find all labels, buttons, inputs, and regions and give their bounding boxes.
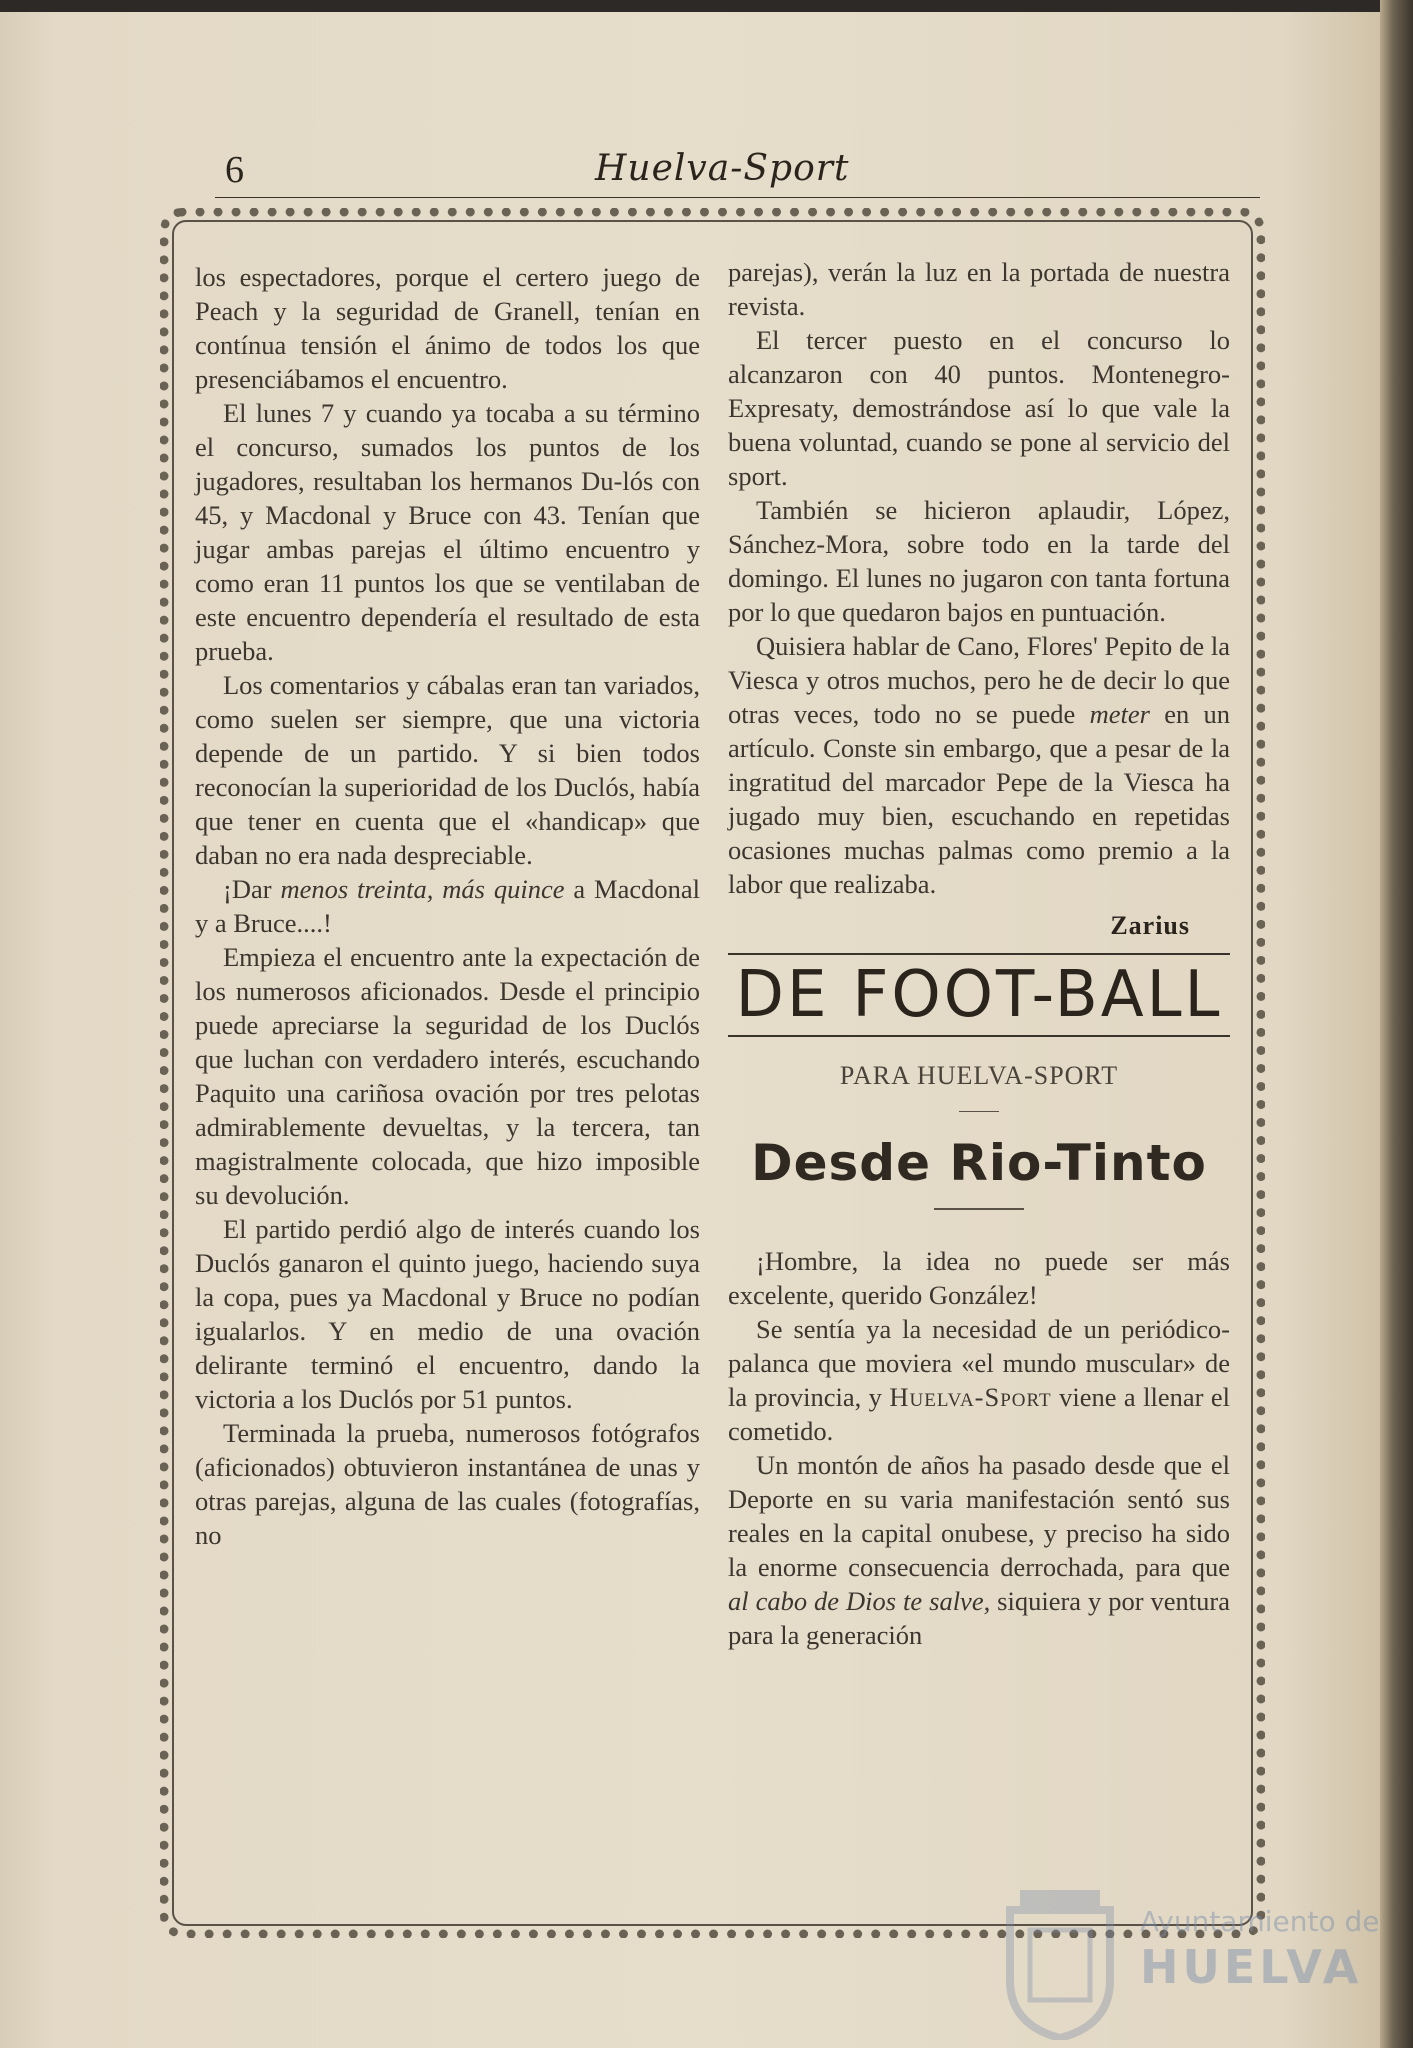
paragraph: los espectadores, porque el certero juego de Peach y la seguridad de Granell, tenían en contínua tensión el ánimo de todos los que presenciábamos el encuentro. xyxy=(195,262,700,394)
paragraph: parejas), verán la luz en la portada de nuestra revista. xyxy=(728,257,1230,321)
ornament-rule xyxy=(934,1208,1024,1210)
right-column xyxy=(728,255,1230,1652)
paragraph: También se hicieron aplaudir, López, Sánchez-Mora, sobre todo en la tarde del domingo. El lunes no jugaron con tanta fortuna por lo que quedaron bajos en puntuación. xyxy=(728,495,1230,627)
paragraph: El tercer puesto en el concurso lo alcanzaron con 40 puntos. Montenegro-Expresaty, demostrándose así lo que vale la buena voluntad, cuando se pone al servicio del sport. xyxy=(728,325,1230,491)
author-signature: Zarius xyxy=(1110,911,1190,940)
paragraph: ¡Hombre, la idea no puede ser más excelente, querido González! xyxy=(728,1245,1230,1310)
page-number: 6 xyxy=(225,149,244,191)
italic-text: al cabo de Dios te salve, xyxy=(728,1585,991,1616)
ornament-rule xyxy=(959,1111,999,1113)
binding-edge xyxy=(1380,0,1413,2048)
coat-of-arms-icon xyxy=(1000,1890,1120,2040)
paragraph xyxy=(728,1448,1230,1652)
paragraph: El lunes 7 y cuando ya tocaba a su término el concurso, sumados los puntos de los jugadores, resultaban los hermanos Du-lós con 45, y Macdonal y Bruce con 43. Tenían que jugar ambas parejas el último encuentro y como eran 11 puntos los que se ventilaban de este encuentro dependería el resultado de esta prueba. xyxy=(195,398,700,666)
running-header xyxy=(215,148,1260,198)
text-run: viene a llenar el cometido. xyxy=(728,1381,1230,1446)
italic-text: menos treinta, más quince xyxy=(280,874,565,904)
watermark-line2: HUELVA xyxy=(1140,1940,1363,1994)
paragraph: El partido perdió algo de interés cuando los Duclós ganaron el quinto juego, haciendo suya la copa, pues ya Macdonal y Bruce no podían igualarlos. Y en medio de una ovación delirante terminó el encuentro, dando la victoria a los Duclós por 51 puntos. xyxy=(195,1214,700,1414)
section-subtitle: PARA HUELVA-SPORT xyxy=(839,1060,1119,1090)
paragraph: Terminada la prueba, numerosos fotógrafos (aficionados) obtuvieron instantánea de unas y otras parejas, alguna de las cuales (fotografías, no xyxy=(195,1418,700,1550)
left-column xyxy=(195,260,700,1552)
section-rule-bottom xyxy=(728,1035,1230,1037)
text-run: a Macdonal y a Bruce....! xyxy=(195,874,700,938)
paragraph xyxy=(728,629,1230,901)
text-run: siquiera y por ventura para la generación xyxy=(728,1585,1230,1650)
paragraph xyxy=(195,872,700,940)
italic-text: meter xyxy=(1089,699,1150,729)
watermark-line1: Ayuntamiento de xyxy=(1140,1905,1380,1938)
paragraph: Los comentarios y cábalas eran tan variados, como suelen ser siempre, que una victoria depende de un partido. Y si bien todos reconocían la superioridad de los Duclós, había que tener en cuenta que el «handicap» que daban no era nada despreciable. xyxy=(195,670,700,870)
publication-name: Huelva-Sport xyxy=(889,1381,1052,1412)
text-run: Un montón de años ha pasado desde que el Deporte en su varia manifestación sentó sus reales en la capital onubese, y preciso ha sido la enorme consecuencia derrochada, para que xyxy=(728,1449,1230,1582)
paragraph xyxy=(728,1312,1230,1448)
text-run: Quisiera hablar de Cano, Flores' Pepito de la Viesca y otros muchos, pero he de decir lo que otras veces, todo no se puede xyxy=(728,631,1230,729)
text-run: Se sentía ya la necesidad de un periódico-palanca que moviera «el mundo muscular» de la provincia, y xyxy=(728,1313,1230,1412)
masthead-title: Huelva-Sport xyxy=(595,148,850,189)
article-headline: Desde Rio-Tinto xyxy=(751,1134,1207,1192)
text-run: ¡Dar xyxy=(223,874,281,904)
paragraph: Empieza el encuentro ante la expectación de los numerosos aficionados. Desde el principio puede apreciarse la seguridad de los Duclós que luchan con verdadero interés, escuchando Paquito una cariñosa ovación por tres pelotas admirablemente devueltas, y la tercera, tan magistralmente colocada, que hizo imposible su devolución. xyxy=(195,942,700,1210)
section-title: DE FOOT-BALL xyxy=(735,958,1223,1032)
text-run: en un artículo. Conste sin embargo, que a pesar de la ingratitud del marcador Pepe de la Viesca ha jugado muy bien, escuchando en repetidas ocasiones muchas palmas como premio a la labor que realizaba. xyxy=(728,699,1230,899)
